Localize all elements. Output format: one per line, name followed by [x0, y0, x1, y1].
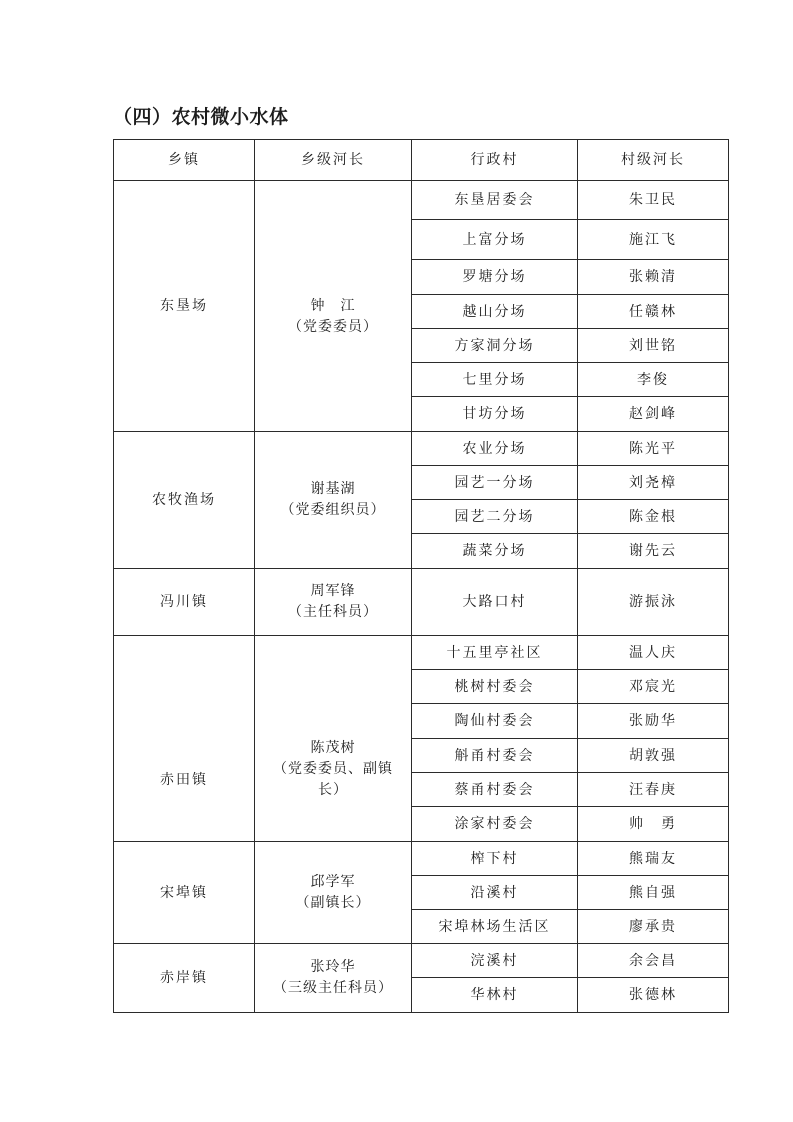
township-chief-cell [255, 636, 412, 842]
village-cell: 农业分场 [412, 432, 578, 466]
township-chief-cell [255, 944, 412, 1013]
header-township-chief: 乡级河长 [255, 140, 412, 181]
village-chief-cell: 刘世铭 [578, 329, 729, 363]
township-cell: 冯川镇 [114, 569, 255, 636]
village-cell: 七里分场 [412, 363, 578, 397]
township-chief-name: 张玲华 [310, 959, 356, 975]
village-cell: 园艺一分场 [412, 466, 578, 500]
village-chief-cell: 温人庆 [578, 636, 729, 670]
township-chief-position: （党委委员） [288, 318, 378, 335]
table-row [114, 636, 729, 670]
township-chief-cell [255, 432, 412, 569]
village-cell: 园艺二分场 [412, 500, 578, 534]
village-chief-cell: 邓宸光 [578, 670, 729, 704]
table-row [114, 432, 729, 466]
township-cell: 宋埠镇 [114, 842, 255, 944]
village-cell: 上富分场 [412, 220, 578, 260]
village-cell: 宋埠林场生活区 [412, 910, 578, 944]
township-chief-position: （主任科员） [288, 604, 378, 620]
village-chief-cell: 赵剑峰 [578, 397, 729, 432]
township-chief-position: （党委委员、副镇长） [273, 761, 393, 798]
village-cell: 涂家村委会 [412, 807, 578, 842]
header-village-chief: 村级河长 [578, 140, 729, 181]
table-row [114, 181, 729, 220]
village-chief-cell: 朱卫民 [578, 181, 729, 220]
header-township: 乡镇 [114, 140, 255, 181]
village-cell: 方家洞分场 [412, 329, 578, 363]
village-chief-cell: 李俊 [578, 363, 729, 397]
village-cell: 越山分场 [412, 295, 578, 329]
village-cell: 榨下村 [412, 842, 578, 876]
township-chief-cell [255, 842, 412, 944]
village-chief-cell: 谢先云 [578, 534, 729, 569]
village-chief-cell: 胡敦强 [578, 739, 729, 773]
village-cell: 大路口村 [412, 569, 578, 636]
township-cell: 东垦场 [114, 181, 255, 432]
table-row [114, 569, 729, 636]
section-title: （四）农村微小水体 [113, 106, 289, 128]
township-chief-name: 谢基湖 [310, 481, 356, 497]
village-cell: 陶仙村委会 [412, 704, 578, 739]
township-cell: 赤岸镇 [114, 944, 255, 1013]
village-cell: 甘坊分场 [412, 397, 578, 432]
header-village: 行政村 [412, 140, 578, 181]
township-chief-name: 陈茂树 [310, 740, 356, 756]
village-cell: 罗塘分场 [412, 260, 578, 295]
village-cell: 沿溪村 [412, 876, 578, 910]
table-row [114, 944, 729, 978]
township-cell: 农牧渔场 [114, 432, 255, 569]
township-chief-name: 钟 江 [310, 297, 356, 314]
village-cell: 桃树村委会 [412, 670, 578, 704]
township-chief-cell [255, 569, 412, 636]
village-cell: 华林村 [412, 978, 578, 1013]
township-cell: 赤田镇 [114, 636, 255, 842]
village-chief-cell: 张赖清 [578, 260, 729, 295]
village-chief-cell: 熊瑞友 [578, 842, 729, 876]
township-chief-position: （三级主任科员） [273, 980, 393, 996]
township-chief-name: 邱学军 [310, 873, 356, 890]
village-cell: 蔬菜分场 [412, 534, 578, 569]
table-header-row [114, 140, 729, 181]
village-cell: 东垦居委会 [412, 181, 578, 220]
village-chief-cell: 帅 勇 [578, 807, 729, 842]
table-row [114, 842, 729, 876]
township-chief-name: 周军锋 [310, 583, 356, 599]
village-cell: 斛甬村委会 [412, 739, 578, 773]
township-chief-cell [255, 181, 412, 432]
village-cell: 蔡甬村委会 [412, 773, 578, 807]
village-chief-cell: 刘尧樟 [578, 466, 729, 500]
village-cell: 十五里亭社区 [412, 636, 578, 670]
village-cell: 浣溪村 [412, 944, 578, 978]
village-chief-cell: 任赣林 [578, 295, 729, 329]
township-chief-position: （副镇长） [295, 894, 371, 911]
township-chief-position: （党委组织员） [280, 502, 386, 518]
river-chief-table [113, 139, 729, 1013]
village-chief-cell: 游振泳 [578, 569, 729, 636]
village-chief-cell: 施江飞 [578, 220, 729, 260]
village-chief-cell: 张励华 [578, 704, 729, 739]
village-chief-cell: 余会昌 [578, 944, 729, 978]
village-chief-cell: 陈光平 [578, 432, 729, 466]
village-chief-cell: 陈金根 [578, 500, 729, 534]
village-chief-cell: 廖承贵 [578, 910, 729, 944]
village-chief-cell: 张德林 [578, 978, 729, 1013]
village-chief-cell: 汪春庚 [578, 773, 729, 807]
village-chief-cell: 熊自强 [578, 876, 729, 910]
